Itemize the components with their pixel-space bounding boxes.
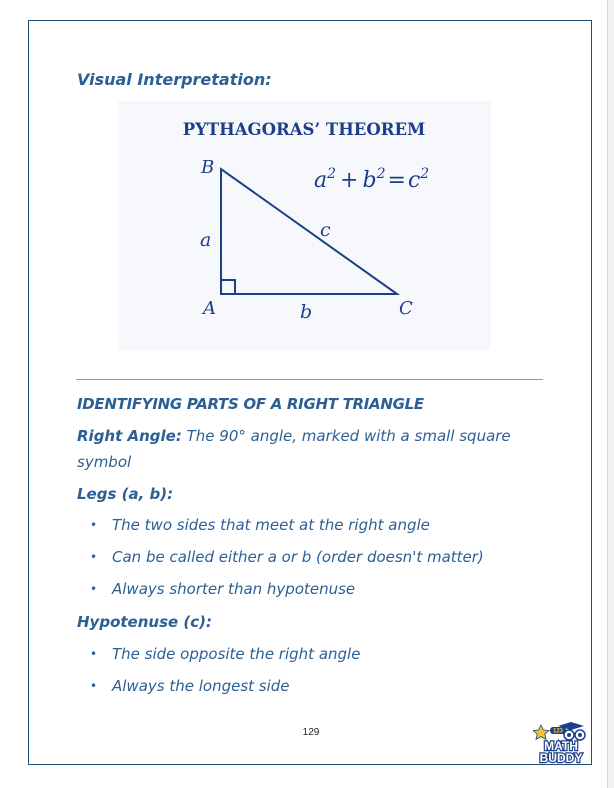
right-angle-definition (77, 423, 547, 475)
vertex-b-label: B (201, 157, 215, 178)
list-item: • Always shorter than hypotenuse (90, 576, 484, 608)
page-number: 129 (302, 727, 320, 738)
list-item: • The two sides that meet at the right angle (90, 512, 484, 544)
math-buddy-logo (533, 716, 589, 764)
bullet-icon: • (90, 647, 98, 661)
bullet-icon: • (90, 550, 98, 564)
bullet-icon: • (90, 582, 98, 596)
legs-heading: Legs (a, b): (77, 485, 174, 503)
right-angle-term: Right Angle: (77, 427, 182, 445)
svg-text:123: 123 (552, 728, 564, 735)
list-item: • The side opposite the right angle (90, 641, 360, 673)
triangle-figure (118, 101, 491, 350)
legs-list (90, 512, 484, 608)
visual-interpretation-heading: Visual Interpretation: (77, 70, 272, 89)
section-divider (76, 379, 543, 380)
list-item: • Can be called either a or b (order doesn't matter) (90, 544, 484, 576)
bullet-icon: • (90, 679, 98, 693)
bullet-icon: • (90, 518, 98, 532)
vertex-c-label: C (399, 298, 413, 319)
svg-text:BUDDY: BUDDY (539, 751, 583, 764)
side-b-label: b (300, 301, 313, 323)
theorem-formula: $a^2 + b^2=c^2$ (314, 166, 430, 193)
vertex-a-label: A (203, 298, 216, 319)
side-a-label: a (200, 229, 212, 251)
side-c-label: c (320, 219, 331, 241)
list-item: • Always the longest side (90, 673, 360, 705)
diagram-title: PYTHAGORAS’ THEOREM (182, 120, 426, 139)
hypotenuse-list (90, 641, 360, 705)
pythagoras-diagram (118, 101, 491, 350)
hypotenuse-heading: Hypotenuse (c): (77, 613, 212, 631)
section-title: IDENTIFYING PARTS OF A RIGHT TRIANGLE (77, 395, 424, 413)
right-angle-text: The 90° angle, marked with a small square symbol (77, 427, 511, 471)
svg-text:MATH: MATH (544, 739, 578, 753)
right-angle-marker (221, 280, 235, 294)
